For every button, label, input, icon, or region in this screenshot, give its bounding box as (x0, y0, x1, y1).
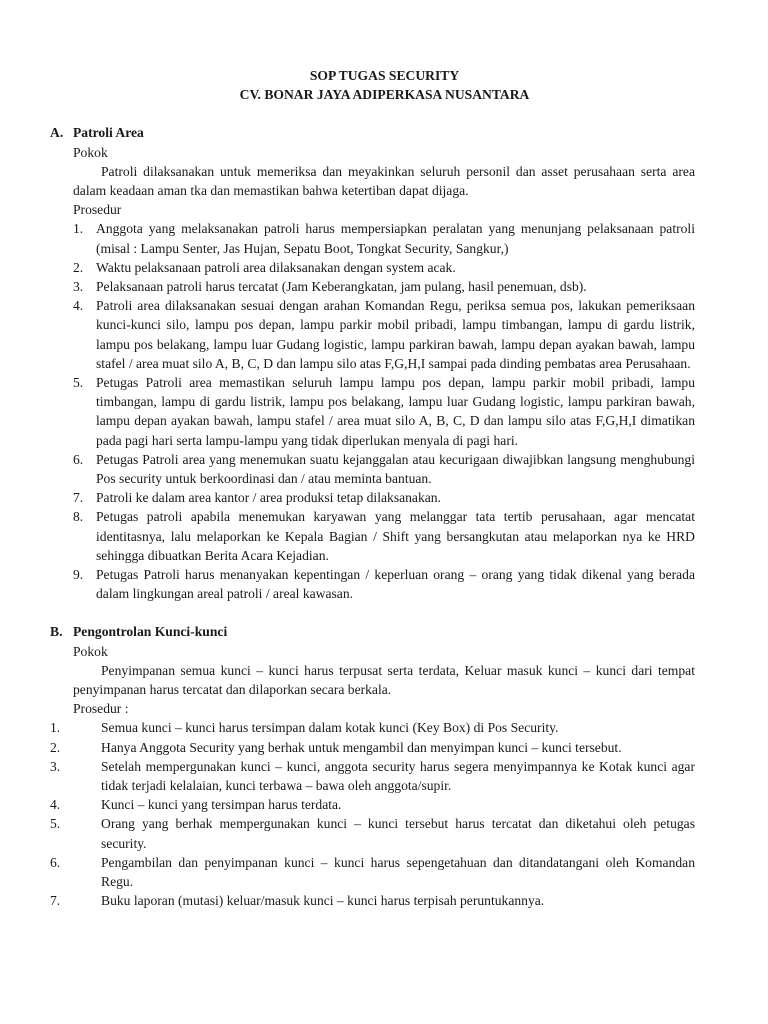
list-item (50, 718, 695, 737)
pokok-label: Pokok (73, 144, 108, 160)
list-item (49, 488, 695, 507)
section-letter: A. (50, 125, 64, 141)
section-title: Patroli Area (73, 125, 144, 141)
item-text: Setelah mempergunakan kunci – kunci, anggota security harus segera menyimpannya ke Kotak kunci agar tidak terjadi kelalaian, kunci terbawa – bawa oleh anggota/supir. (101, 758, 695, 794)
item-number: 7. (73, 490, 84, 506)
section-letter: B. (50, 624, 63, 640)
item-number: 4. (73, 298, 84, 314)
list-item (49, 277, 695, 296)
section-pengontrolan-kunci (50, 622, 695, 910)
item-text: Hanya Anggota Security yang berhak untuk mengambil dan menyimpan kunci – kunci tersebut. (101, 739, 622, 755)
prosedur-label: Prosedur : (73, 701, 129, 717)
item-text: Petugas Patroli harus menanyakan kepentingan / keperluan orang – orang yang tidak dikenal yang berada dalam lingkungan areal patroli / areal kawasan. (96, 567, 695, 602)
list-item (49, 373, 695, 450)
item-number: 3. (73, 279, 84, 294)
list-item (50, 795, 695, 814)
section-heading (50, 123, 695, 142)
item-text: Buku laporan (mutasi) keluar/masuk kunci – kunci harus terpisah peruntukannya. (101, 893, 545, 909)
section-body (50, 642, 695, 911)
item-number: 5. (50, 816, 61, 832)
item-number: 1. (73, 221, 84, 237)
pokok-paragraph: Penyimpanan semua kunci – kunci harus terpusat serta terdata, Keluar masuk kunci – kunci dari tempat penyimpanan harus tercatat dan dilaporkan secara berkala. (73, 662, 695, 698)
item-number: 7. (50, 893, 61, 909)
section-heading (50, 622, 695, 641)
item-number: 1. (50, 720, 61, 736)
title-line-1: SOP TUGAS SECURITY (309, 68, 460, 83)
item-text: Petugas Patroli area memastikan seluruh lampu lampu pos depan, lampu parkir mobil pribadi, lampu timbangan, lampu di gardu listrik, lampu pos belakang, lampu luar Gudang logistic, lampu parkiran bawah, lampu depan ayakan bawah, lampu stafel / area muat silo A, B, C, D dan lampu silo atas F,G,H,I dimatikan pada pagi hari serta lampu-lampu yang tidak diperlukan menyala di pagi hari. (96, 375, 695, 448)
list-item (49, 258, 695, 277)
list-item (49, 450, 695, 488)
list-item (50, 891, 695, 910)
item-number: 4. (50, 797, 61, 813)
list-item (49, 296, 695, 373)
document-title (74, 66, 695, 104)
item-number: 5. (73, 375, 84, 391)
item-number: 9. (73, 567, 84, 583)
item-text: Orang yang berhak mempergunakan kunci – kunci tersebut harus tercatat dan diketahui oleh petugas security. (101, 816, 695, 851)
item-text: Anggota yang melaksanakan patroli harus mempersiapkan peralatan yang menunjang pelaksanaan patroli (misal : Lampu Senter, Jas Hujan, Sepatu Boot, Tongkat Security, Sangkur,) (96, 221, 695, 256)
prosedur-list (50, 718, 695, 910)
item-text: Kunci – kunci yang tersimpan harus terdata. (101, 797, 342, 813)
section-patroli-area (50, 123, 695, 603)
list-item (50, 738, 695, 757)
item-text: Petugas patroli apabila menemukan karyawan yang melanggar tata tertib perusahaan, agar mencatat identitasnya, lalu melaporkan ke Kepala Bagian / Shift yang bersangkutan atau melaporkan nya ke HRD sehingga dibuatkan Berita Acara Kejadian. (96, 509, 695, 563)
item-number: 2. (50, 739, 61, 755)
item-number: 6. (50, 854, 61, 870)
item-text: Pengambilan dan penyimpanan kunci – kunci harus sepengetahuan dan ditandatangani oleh Komandan Regu. (101, 854, 695, 890)
item-text: Waktu pelaksanaan patroli area dilaksanakan dengan system acak. (96, 259, 456, 275)
section-body (73, 143, 695, 604)
section-title: Pengontrolan Kunci-kunci (73, 624, 228, 640)
list-item (49, 219, 695, 257)
item-text: Petugas Patroli area yang menemukan suatu kejanggalan atau kecurigaan diwajibkan langsung menghubungi Pos security untuk berkoordinasi dan / atau meminta bantuan. (96, 451, 695, 487)
item-text: Pelaksanaan patroli harus tercatat (Jam Keberangkatan, jam pulang, hasil penemuan, dsb). (96, 279, 587, 294)
list-item (50, 757, 695, 795)
list-item (50, 853, 695, 891)
item-number: 2. (73, 259, 84, 275)
prosedur-list (49, 219, 695, 603)
list-item (49, 507, 695, 565)
pokok-label: Pokok (73, 643, 108, 659)
item-number: 6. (73, 451, 84, 467)
item-text: Semua kunci – kunci harus tersimpan dalam kotak kunci (Key Box) di Pos Security. (101, 720, 559, 736)
prosedur-label: Prosedur (73, 202, 122, 218)
item-text: Patroli ke dalam area kantor / area produksi tetap dilaksanakan. (96, 490, 441, 506)
pokok-paragraph: Patroli dilaksanakan untuk memeriksa dan meyakinkan seluruh personil dan asset perusahaan serta area dalam keadaan aman tka dan memastikan bahwa ketertiban dapat dijaga. (73, 163, 695, 198)
list-item (50, 814, 695, 852)
item-number: 8. (73, 509, 84, 525)
item-number: 3. (50, 758, 61, 774)
item-text: Patroli area dilaksanakan sesuai dengan arahan Komandan Regu, periksa semua pos, lakukan pemeriksaan kunci-kunci silo, lampu pos depan, lampu parkir mobil pribadi, lampu timbangan, lampu di gardu listrik, lampu pos belakang, lampu luar Gudang logistic, lampu parkiran bawah, lampu depan ayakan bawah, lampu stafel / area muat silo A, B, C, D dan lampu silo atas F,G,H,I sampai pada dinding pembatas area Perusahaan. (96, 298, 695, 371)
title-line-2: CV. BONAR JAYA ADIPERKASA NUSANTARA (239, 87, 530, 103)
list-item (49, 565, 695, 603)
